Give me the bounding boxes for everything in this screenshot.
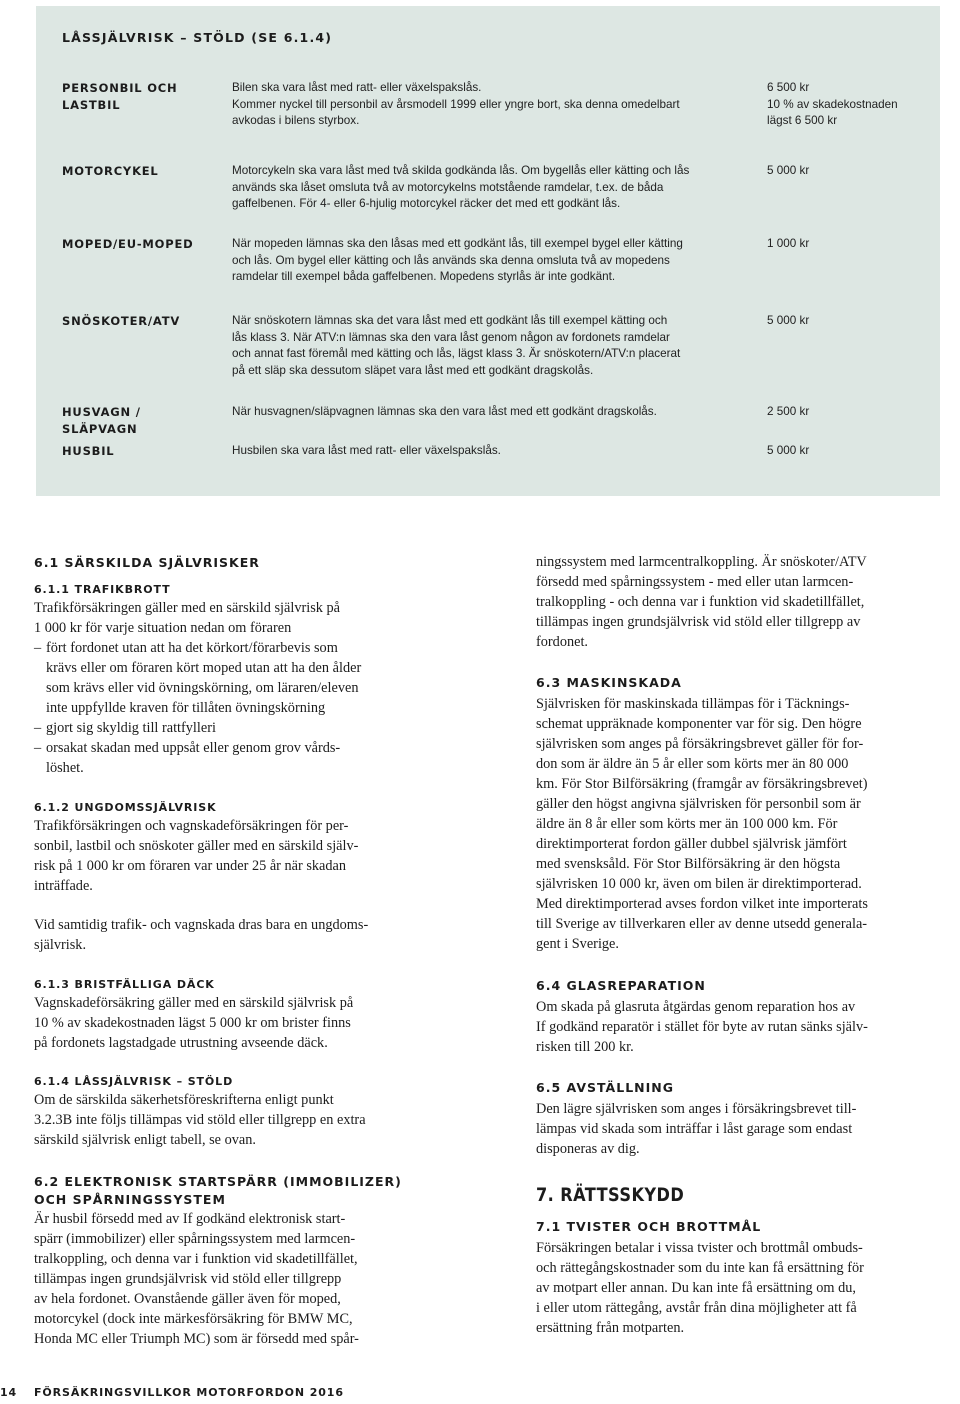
- paragraph: Försäkringen betalar i vissa tvister och brottmål ombuds- och rättegångskostnader som du inte kan få ersättning för av motpart eller annan. Du kan inte få ersättning om du, i eller utom rättegång, avstår från dina möjligheter att få ersättning från motparten.: [536, 1240, 864, 1336]
- footer-title: FÖRSÄKRINGSVILLKOR MOTORFORDON 2016: [34, 1386, 344, 1399]
- page-footer: [0, 1386, 344, 1399]
- table-row-description: När snöskotern lämnas ska det vara låst med ett godkänt lås till exempel kätting och lås klass 3. När ATV:n lämnas ska den vara låst genom någon av fordonets ramdelar och annat fast föremål med kätting och lås, lägst klass 3. Är snöskotern/ATV:n placerat på ett släp ska dessutom släpet vara låst med ett godkänt dragskolås.: [232, 314, 681, 378]
- table-row-category: HUSVAGN / SLÄPVAGN: [62, 405, 141, 436]
- chapter-heading: 7. RÄTTSSKYDD: [536, 1184, 685, 1206]
- table-row-category: SNÖSKOTER/ATV: [62, 314, 181, 328]
- table-row-description: Husbilen ska vara låst med ratt- eller växelspakslås.: [232, 444, 501, 457]
- section-7: [536, 1184, 956, 1206]
- list-item: – orsakat skadan med uppsåt eller genom grov vårds- löshet.: [34, 740, 341, 776]
- paragraph: Om skada på glasruta åtgärdas genom reparation hos av If godkänd reparatör i stället för byte av rutan sänks själv- risken till 200 kr.: [536, 999, 868, 1055]
- paragraph: Trafikförsäkringen gäller med en särskild självrisk på 1 000 kr för varje situation nedan om föraren: [34, 600, 340, 636]
- page-number: 14: [0, 1386, 18, 1399]
- table-row-description: Motorcykeln ska vara låst med två skilda godkända lås. Om bygellås eller kätting och lås används ska låset omsluta två av motorcykelns motstående ramdelar, t.ex. de båda gaffelbenen. För 4- eller 6-hjulig motorcykel räcker det med ett godkänt lås.: [232, 164, 690, 211]
- paragraph: ningssystem med larmcentralkoppling. Är snöskoter/ATV försedd med spårningssystem - med eller utan larmcen- tralkoppling - och denna var i funktion vid skadetillfället, tillämpas ingen grundsjälvrisk vid stöld eller tillgrepp av fordonet.: [536, 554, 867, 650]
- list-item: – gjort sig skyldig till rattfylleri: [34, 720, 216, 736]
- section-6-1-2: [34, 800, 474, 955]
- paragraph: Vagnskadeförsäkring gäller med en särskild självrisk på 10 % av skadekostnaden lägst 5 000 kr om brister finns på fordonets lagstadgade utrustning avseende däck.: [34, 995, 354, 1051]
- section-heading: 6.4 GLASREPARATION: [536, 978, 706, 993]
- section-6-5: [536, 1079, 956, 1159]
- table-row-amount: 2 500 kr: [767, 405, 810, 418]
- section-heading: 6.2 ELEKTRONISK STARTSPÄRR (IMMOBILIZER) OCH SPÅRNINGSSYSTEM: [34, 1174, 402, 1207]
- table-row-category: HUSBIL: [62, 444, 115, 458]
- table-row-category: MOPED/EU-MOPED: [62, 237, 194, 251]
- section-heading: 6.5 AVSTÄLLNING: [536, 1080, 674, 1095]
- section-6-2-continued: [536, 552, 956, 652]
- table-row-description: Bilen ska vara låst med ratt- eller växelspakslås. Kommer nyckel till personbil av årsmodell 1999 eller yngre bort, ska denna omedelbart avkodas i bilens styrbox.: [232, 81, 680, 128]
- section-6-2: [34, 1173, 474, 1349]
- section-6-1-4: [34, 1074, 474, 1150]
- section-7-1: [536, 1218, 956, 1338]
- paragraph: Är husbil försedd med av If godkänd elektronisk start- spärr (immobilizer) eller spårningssystem med larmcen- tralkoppling, och denna var i funktion vid skadetillfället, tillämpas ingen grundsjälvrisk vid stöld eller tillgrepp av hela fordonet. Ovanstående gäller även för moped, motorcykel (dock inte märkesförsäkring för BMW MC, Honda MC eller Triumph MC) som är försedd med spår-: [34, 1211, 359, 1347]
- subsection-heading: 6.1.2 UNGDOMSSJÄLVRISK: [34, 801, 217, 814]
- paragraph: Trafikförsäkringen och vagnskadeförsäkringen för per- sonbil, lastbil och snöskoter gäller med en särskild själv- risk på 1 000 kr om föraren var under 25 år när skadan inträffade.: [34, 818, 359, 894]
- table-row-amount: 5 000 kr: [767, 444, 810, 457]
- section-6-4: [536, 977, 956, 1057]
- table-row-amount: 5 000 kr: [767, 314, 810, 327]
- subsection-heading: 6.1.3 BRISTFÄLLIGA DÄCK: [34, 978, 215, 991]
- section-heading: 6.3 MASKINSKADA: [536, 675, 682, 690]
- panel-title: LÅSSJÄLVRISK – STÖLD (SE 6.1.4): [62, 30, 333, 45]
- list-item: – fört fordonet utan att ha det körkort/förarbevis som krävs eller om föraren kört moped utan att ha den ålder som krävs eller vid övningskörning, om läraren/eleven inte uppfyllde kraven för tillåten övningskörning: [34, 640, 362, 716]
- subsection-heading: 6.1.4 LÅSSJÄLVRISK – STÖLD: [34, 1075, 234, 1088]
- paragraph: Om de särskilda säkerhetsföreskrifterna enligt punkt 3.2.3B inte följs tillämpas vid stöld eller tillgrepp en extra särskild självrisk enligt tabell, se ovan.: [34, 1092, 366, 1148]
- paragraph: Den lägre självrisken som anges i försäkringsbrevet till- lämpas vid skada som inträffar i låst garage som endast disponeras av dig.: [536, 1101, 857, 1157]
- table-row-amount: 1 000 kr: [767, 237, 810, 250]
- table-row-category: PERSONBIL OCH LASTBIL: [62, 81, 178, 112]
- table-row-category: MOTORCYKEL: [62, 164, 159, 178]
- paragraph: Vid samtidig trafik- och vagnskada dras bara en ungdoms- självrisk.: [34, 917, 369, 953]
- subsection-heading: 6.1.1 TRAFIKBROTT: [34, 583, 171, 596]
- section-6-1: [34, 554, 474, 572]
- table-row-description: När husvagnen/släpvagnen lämnas ska den vara låst med ett godkänt dragskolås.: [232, 405, 657, 418]
- section-6-1-1: [34, 582, 474, 778]
- section-heading: 7.1 TVISTER OCH BROTTMÅL: [536, 1219, 762, 1234]
- section-6-3: [536, 674, 956, 954]
- section-6-1-3: [34, 977, 474, 1053]
- table-row-amount: 6 500 kr 10 % av skadekostnaden lägst 6 500 kr: [767, 81, 898, 128]
- paragraph: Självrisken för maskinskada tillämpas för i Täcknings- schemat uppräknade komponenter var för sig. Den högre självrisken som anges på försäkringsbrevet gäller för for- don som är äldre än 5 år eller som körts mer än 80 000 km. För Stor Bilförsäkring (framgår av försäkringsbrevet) gäller den högst angivna självrisken för personbil som är äldre än 8 år eller som körts mer än 100 000 km. För direktimporterat fordon gäller dubbel självrisk jämfört med svensksåld. För Stor Bilförsäkring är den högsta självrisken 10 000 kr, även om bilen är direktimporterad. Med direktimporterad avses fordon vilket inte importerats till Sverige av tillverkaren eller av denne utsedd generala- gent i Sverige.: [536, 696, 868, 952]
- table-row-description: När mopeden lämnas ska den låsas med ett godkänt lås, till exempel bygel eller kätting och lås. Om bygel eller kätting och lås används ska denna omsluta två av mopedens ramdelar till exempel båda gaffelbenen. Mopedens styrlås är inte godkänt.: [232, 237, 683, 284]
- section-heading: 6.1 SÄRSKILDA SJÄLVRISKER: [34, 555, 260, 570]
- table-row-amount: 5 000 kr: [767, 164, 810, 177]
